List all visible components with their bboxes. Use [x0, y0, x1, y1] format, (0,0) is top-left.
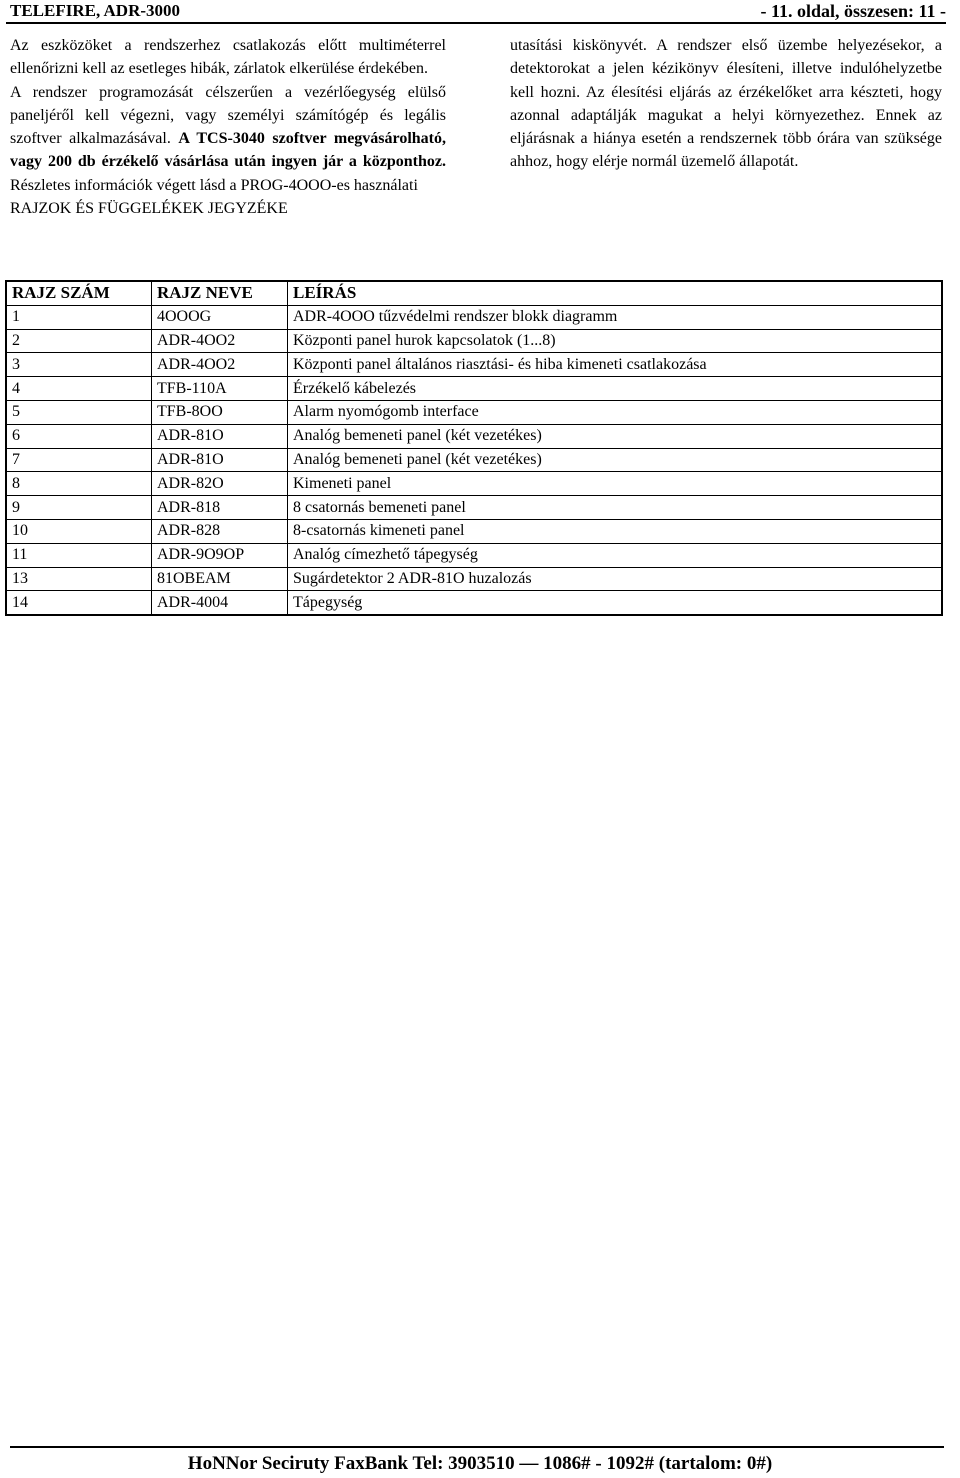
cell-description: Alarm nyomógomb interface [288, 400, 943, 424]
cell-name: TFB-8OO [152, 400, 288, 424]
cell-number: 9 [6, 496, 152, 520]
cell-name: ADR-81O [152, 448, 288, 472]
paragraph-multimeter: Az eszközöket a rendszerhez csatlakozás előtt multiméterrel ellenőrizni kell az esetleges hibák, zárlatok elkerülése érdekében. [10, 37, 446, 78]
table-row [6, 567, 942, 591]
table-header-row [6, 281, 942, 305]
cell-number: 13 [6, 567, 152, 591]
header-title: TELEFIRE, ADR-3000 [10, 1, 181, 20]
cell-name: ADR-4OO2 [152, 329, 288, 353]
cell-number: 14 [6, 591, 152, 615]
cell-description: Központi panel általános riasztási- és hiba kimeneti csatlakozása [288, 353, 943, 377]
cell-number: 10 [6, 519, 152, 543]
table-row [6, 377, 942, 401]
cell-number: 5 [6, 400, 152, 424]
table-row [6, 591, 942, 615]
cell-name: ADR-82O [152, 472, 288, 496]
cell-name: ADR-9O9OP [152, 543, 288, 567]
cell-number: 2 [6, 329, 152, 353]
cell-name: TFB-110A [152, 377, 288, 401]
cell-number: 4 [6, 377, 152, 401]
cell-name: ADR-818 [152, 496, 288, 520]
table-row [6, 543, 942, 567]
cell-name: ADR-81O [152, 424, 288, 448]
cell-description: Analóg címezhető tápegység [288, 543, 943, 567]
section-heading: RAJZOK ÉS FÜGGELÉKEK JEGYZÉKE [10, 200, 288, 218]
cell-number: 7 [6, 448, 152, 472]
cell-name: ADR-4OO2 [152, 353, 288, 377]
cell-description: Sugárdetektor 2 ADR-81O huzalozás [288, 567, 943, 591]
cell-description: Központi panel hurok kapcsolatok (1...8) [288, 329, 943, 353]
table-row [6, 305, 942, 329]
cell-description: 8-csatornás kimeneti panel [288, 519, 943, 543]
paragraph-programming [10, 81, 446, 197]
software-note: A TCS-3040 szoftver megvásárolható, vagy 200 db érzékelő vásárlása után ingyen jár a központhoz. [10, 130, 447, 171]
cell-description: Érzékelő kábelezés [288, 377, 943, 401]
page-number: - 11. oldal, összesen: 11 - [760, 1, 946, 21]
table-row [6, 496, 942, 520]
right-column [510, 34, 942, 174]
table-row [6, 353, 942, 377]
cell-number: 6 [6, 424, 152, 448]
cell-description: Analóg bemeneti panel (két vezetékes) [288, 448, 943, 472]
column-header-name: RAJZ NEVE [152, 281, 288, 305]
page-footer: HoNNor Seciruty FaxBank Tel: 3903510 — 1086# - 1092# (tartalom: 0#) [187, 1453, 773, 1474]
cell-name: ADR-828 [152, 519, 288, 543]
details-text: Részletes információk végett lásd a PROG-4OOO-es használati [10, 176, 418, 194]
left-column [10, 34, 446, 220]
cell-name: 4OOOG [152, 305, 288, 329]
cell-number: 11 [6, 543, 152, 567]
table-row [6, 472, 942, 496]
page-header [6, 0, 946, 24]
column-header-number: RAJZ SZÁM [6, 281, 152, 305]
cell-description: Tápegység [288, 591, 943, 615]
table-row [6, 400, 942, 424]
cell-number: 1 [6, 305, 152, 329]
cell-description: Kimeneti panel [288, 472, 943, 496]
cell-name: 81OBEAM [152, 567, 288, 591]
table-row [6, 519, 942, 543]
cell-description: Analóg bemeneti panel (két vezetékes) [288, 424, 943, 448]
column-header-description: LEÍRÁS [288, 281, 943, 305]
table-row [6, 424, 942, 448]
cell-number: 3 [6, 353, 152, 377]
programming-text: A rendszer programozását célszerűen a vezérlőegység elülső paneljéről kell végezni, vagy személyi számítógép és legális szoftver alkalmazásával. [10, 83, 446, 148]
cell-name: ADR-4004 [152, 591, 288, 615]
drawings-table [5, 280, 943, 616]
table-row [6, 329, 942, 353]
table-row [6, 448, 942, 472]
cell-description: ADR-4OOO tűzvédelmi rendszer blokk diagramm [288, 305, 943, 329]
cell-description: 8 csatornás bemeneti panel [288, 496, 943, 520]
footer-rule [10, 1446, 944, 1448]
paragraph-commissioning: utasítási kiskönyvét. A rendszer első üzembe helyezésekor, a detektorokat a jelen kézikönyv élesíteni, illetve indulóhelyzetbe kell hozni. Az élesítési eljárás az érzékelőket arra készteti, hogy azonnal adaptálják magukat a helyi környezethez. Ennek az eljárásnak a hiánya esetén a rendszernek több órára van szüksége ahhoz, hogy elérje normál üzemelő állapotát. [510, 37, 942, 171]
cell-number: 8 [6, 472, 152, 496]
